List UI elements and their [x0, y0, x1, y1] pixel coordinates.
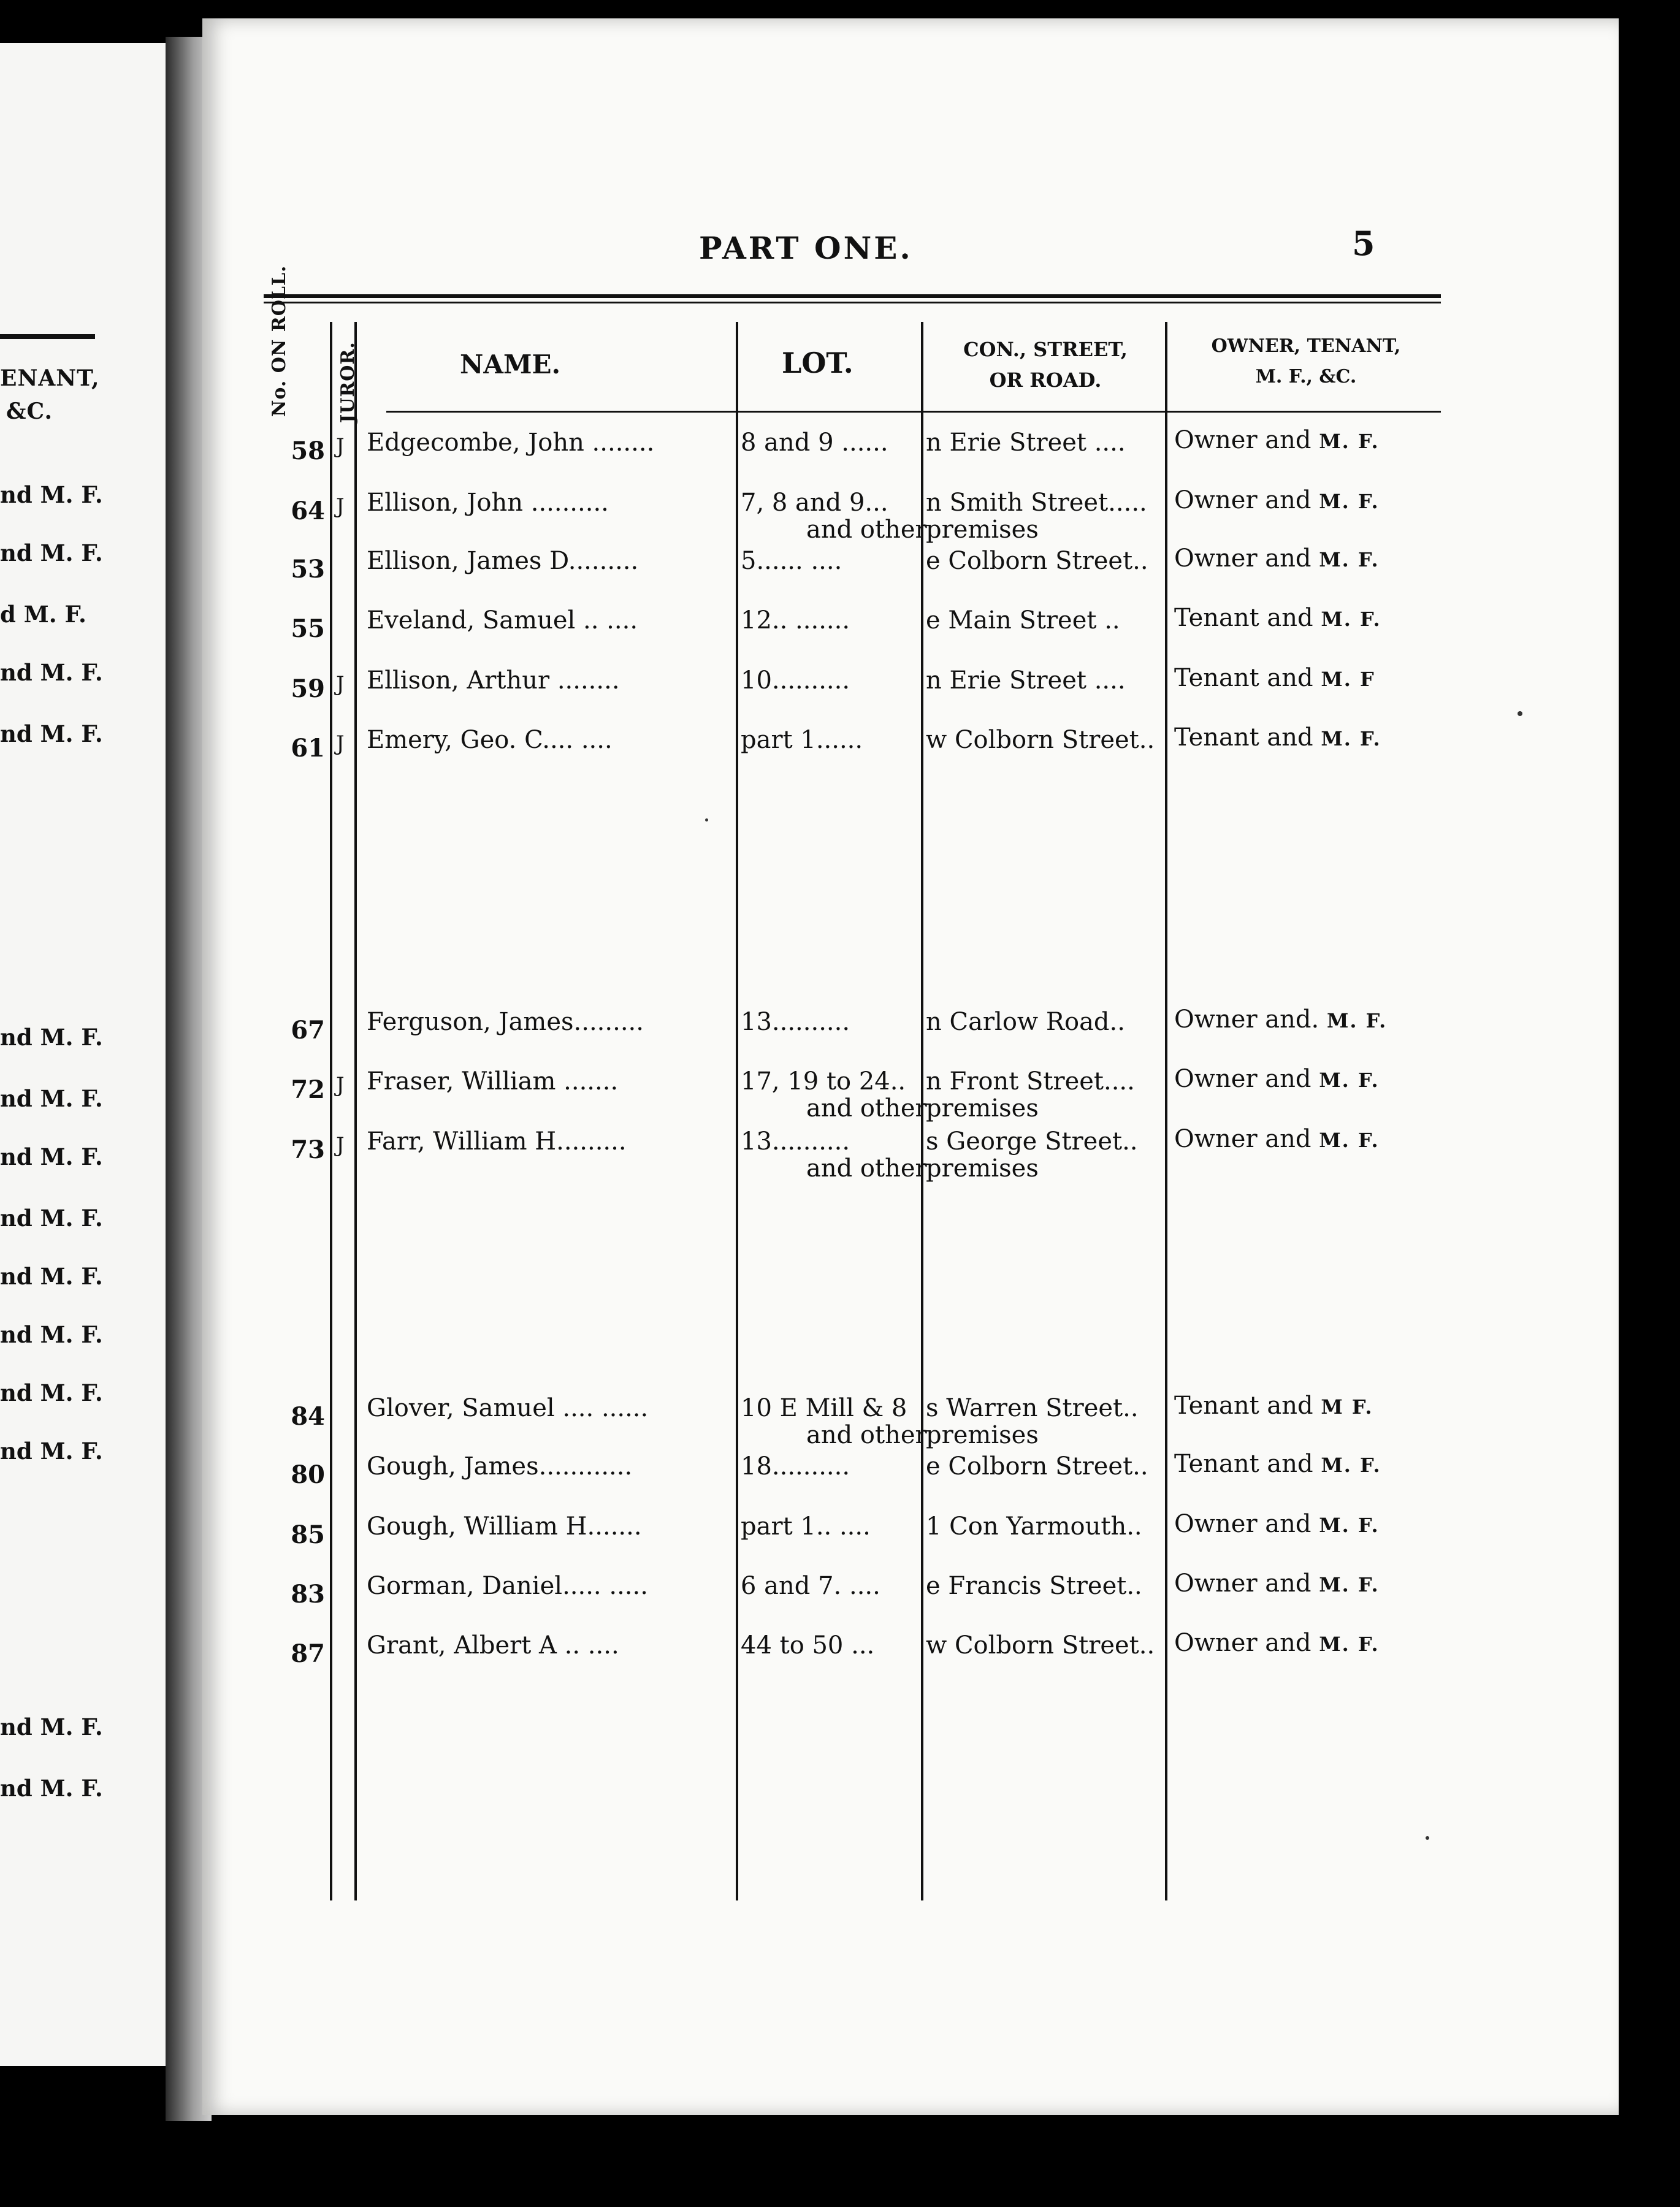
lot-cell: 5...... ....: [741, 547, 842, 575]
street-cell: n Front Street....: [926, 1067, 1135, 1096]
page-title: PART ONE.: [699, 230, 913, 266]
left-page-cell: nd M. F.: [0, 1143, 103, 1170]
owner-tenant-text: Owner and: [1174, 1569, 1319, 1598]
header-no-on-roll: No. ON ROLL.: [269, 265, 290, 417]
mf-abbrev: M. F.: [1319, 1069, 1380, 1092]
street-cell-continued: premises: [926, 1421, 1039, 1449]
column-rule-juror: [354, 322, 357, 1900]
street-cell: n Erie Street ....: [926, 429, 1126, 457]
name-cell: Gorman, Daniel..... .....: [367, 1572, 648, 1600]
street-cell: n Carlow Road..: [926, 1008, 1125, 1036]
header-owner-line2: M. F., &C.: [1255, 366, 1357, 387]
roll-number: 84: [291, 1402, 325, 1431]
owner-tenant-text: Owner and: [1174, 1629, 1319, 1657]
header-street-line1: CON., STREET,: [963, 338, 1128, 361]
header-street: [926, 334, 1165, 395]
owner-tenant-text: Tenant and: [1174, 723, 1321, 752]
roll-number: 61: [291, 734, 325, 763]
name-cell: Grant, Albert A .. ....: [367, 1631, 619, 1660]
roll-number: 80: [291, 1460, 325, 1489]
mf-abbrev: M. F.: [1319, 1129, 1380, 1152]
street-cell: w Colborn Street..: [926, 1631, 1155, 1660]
name-cell: Emery, Geo. C.... ....: [367, 726, 613, 754]
street-cell-continued: premises: [926, 1154, 1039, 1183]
lot-cell: 8 and 9 ......: [741, 429, 888, 457]
owner-tenant-cell: [1174, 1125, 1380, 1153]
street-cell-continued: premises: [926, 1094, 1039, 1123]
roll-number: 55: [291, 614, 325, 643]
owner-tenant-text: Owner and: [1174, 544, 1319, 573]
owner-tenant-cell: [1174, 426, 1380, 454]
owner-tenant-text: Tenant and: [1174, 664, 1321, 692]
lot-cell: 13..........: [741, 1008, 850, 1036]
owner-tenant-text: Owner and: [1174, 1125, 1319, 1153]
name-cell: Eveland, Samuel .. ....: [367, 606, 638, 635]
lot-cell: part 1......: [741, 726, 863, 754]
left-page-cell: nd M. F.: [0, 1024, 103, 1051]
owner-tenant-text: Owner and: [1174, 1510, 1319, 1538]
header-street-line2: OR ROAD.: [989, 368, 1102, 392]
header-owner-line1: OWNER, TENANT,: [1211, 335, 1401, 357]
juror-mark: J: [336, 1133, 345, 1157]
mf-abbrev: M. F.: [1319, 1573, 1380, 1596]
lot-cell-continued: and other: [806, 516, 927, 544]
left-page-cell: nd M. F.: [0, 1321, 103, 1348]
left-page-fragment: [0, 43, 178, 2066]
left-page-rule: [0, 334, 95, 339]
roll-number: 73: [291, 1135, 325, 1164]
mf-abbrev: M. F.: [1319, 490, 1380, 513]
owner-tenant-cell: [1174, 723, 1381, 752]
mf-abbrev: M. F.: [1319, 1633, 1380, 1656]
roll-number: 85: [291, 1520, 325, 1549]
name-cell: Glover, Samuel .... ......: [367, 1394, 649, 1422]
left-page-cell: nd M. F.: [0, 1263, 103, 1290]
name-cell: Ferguson, James.........: [367, 1008, 644, 1036]
lot-cell: 6 and 7. ....: [741, 1572, 880, 1600]
street-cell: 1 Con Yarmouth..: [926, 1512, 1142, 1541]
header-lot: LOT.: [782, 346, 853, 379]
name-cell: Ellison, John ..........: [367, 489, 609, 517]
top-rule-thin: [264, 302, 1441, 303]
name-cell: Farr, William H.........: [367, 1127, 627, 1156]
column-rule-roll: [330, 322, 332, 1900]
owner-tenant-cell: [1174, 1392, 1373, 1420]
name-cell: Gough, William H.......: [367, 1512, 642, 1541]
roll-number: 67: [291, 1016, 325, 1045]
left-page-cell: nd M. F.: [0, 1085, 103, 1112]
name-cell: Edgecombe, John ........: [367, 429, 655, 457]
lot-cell-continued: and other: [806, 1094, 927, 1123]
juror-mark: J: [336, 731, 345, 756]
lot-cell: 10 E Mill & 8: [741, 1394, 907, 1422]
mf-abbrev: M. F.: [1319, 430, 1380, 453]
header-name: NAME.: [460, 349, 561, 379]
mf-abbrev: M. F.: [1321, 727, 1381, 750]
name-cell: Ellison, Arthur ........: [367, 666, 620, 695]
owner-tenant-text: Owner and.: [1174, 1005, 1327, 1034]
roll-number: 53: [291, 555, 325, 584]
owner-tenant-text: Owner and: [1174, 1065, 1319, 1093]
lot-cell-continued: and other: [806, 1421, 927, 1449]
owner-tenant-cell: [1174, 544, 1380, 573]
lot-cell: 12.. .......: [741, 606, 850, 635]
lot-cell: 44 to 50 ...: [741, 1631, 875, 1660]
left-page-cell: nd M. F.: [0, 1205, 103, 1232]
juror-mark: J: [336, 434, 345, 459]
mf-abbrev: M. F.: [1319, 1514, 1380, 1537]
left-page-cell: nd M. F.: [0, 659, 103, 686]
owner-tenant-cell: [1174, 664, 1375, 692]
column-rule-street: [1165, 322, 1167, 1900]
mf-abbrev: M. F: [1321, 668, 1375, 691]
page-number: 5: [1352, 224, 1375, 263]
owner-tenant-text: Owner and: [1174, 426, 1319, 454]
juror-mark: J: [336, 1073, 345, 1097]
lot-cell: 7, 8 and 9...: [741, 489, 888, 517]
left-page-cell: nd M. F.: [0, 1379, 103, 1406]
left-header-line1: ENANT,: [0, 365, 100, 391]
mf-abbrev: M. F.: [1321, 608, 1381, 631]
owner-tenant-cell: [1174, 1005, 1387, 1034]
lot-cell: 13..........: [741, 1127, 850, 1156]
left-page-header: [0, 362, 100, 428]
street-cell: e Main Street ..: [926, 606, 1120, 635]
roll-number: 83: [291, 1580, 325, 1609]
column-rule-name: [736, 322, 738, 1900]
name-cell: Ellison, James D.........: [367, 547, 639, 575]
owner-tenant-text: Tenant and: [1174, 604, 1321, 632]
roll-number: 58: [291, 436, 325, 465]
name-cell: Fraser, William .......: [367, 1067, 619, 1096]
mf-abbrev: M. F.: [1326, 1009, 1388, 1032]
owner-tenant-cell: [1174, 1510, 1380, 1538]
owner-tenant-text: Owner and: [1174, 486, 1319, 514]
roll-number: 64: [291, 497, 325, 525]
owner-tenant-cell: [1174, 1569, 1380, 1598]
roll-number: 72: [291, 1075, 325, 1104]
mf-abbrev: M. F.: [1321, 1454, 1381, 1477]
left-page-cell: nd M. F.: [0, 1775, 103, 1802]
name-cell: Gough, James............: [367, 1452, 633, 1481]
lot-cell: 10..........: [741, 666, 850, 695]
owner-tenant-cell: [1174, 604, 1381, 632]
street-cell: n Erie Street ....: [926, 666, 1126, 695]
left-page-cell: nd M. F.: [0, 1438, 103, 1465]
owner-tenant-text: Tenant and: [1174, 1392, 1321, 1420]
street-cell: e Colborn Street..: [926, 547, 1148, 575]
mf-abbrev: M F.: [1321, 1395, 1373, 1419]
mf-abbrev: M. F.: [1319, 548, 1380, 571]
lot-cell: part 1.. ....: [741, 1512, 871, 1541]
owner-tenant-cell: [1174, 1450, 1381, 1478]
lot-cell: 18..........: [741, 1452, 850, 1481]
left-page-cell: nd M. F.: [0, 539, 103, 566]
owner-tenant-cell: [1174, 486, 1380, 514]
street-cell: n Smith Street.....: [926, 489, 1147, 517]
left-page-cell: d M. F.: [0, 601, 86, 628]
street-cell: s George Street..: [926, 1127, 1138, 1156]
top-rule-thick: [264, 294, 1441, 298]
street-cell: s Warren Street..: [926, 1394, 1139, 1422]
roll-number: 59: [291, 674, 325, 703]
header-underline: [386, 411, 1441, 413]
street-cell-continued: premises: [926, 516, 1039, 544]
header-owner-tenant: [1171, 331, 1441, 392]
left-page-cell: nd M. F.: [0, 481, 103, 508]
street-cell: e Francis Street..: [926, 1572, 1142, 1600]
juror-mark: J: [336, 494, 345, 519]
owner-tenant-cell: [1174, 1629, 1380, 1657]
lot-cell-continued: and other: [806, 1154, 927, 1183]
page: [202, 18, 1619, 2115]
header-juror: JUROR.: [337, 341, 359, 423]
roll-number: 87: [291, 1639, 325, 1668]
owner-tenant-text: Tenant and: [1174, 1450, 1321, 1478]
lot-cell: 17, 19 to 24..: [741, 1067, 906, 1096]
juror-mark: J: [336, 672, 345, 696]
owner-tenant-cell: [1174, 1065, 1380, 1093]
street-cell: w Colborn Street..: [926, 726, 1155, 754]
left-page-cell: nd M. F.: [0, 720, 103, 747]
left-page-cell: nd M. F.: [0, 1713, 103, 1740]
left-header-line2: &C.: [6, 398, 53, 424]
street-cell: e Colborn Street..: [926, 1452, 1148, 1481]
